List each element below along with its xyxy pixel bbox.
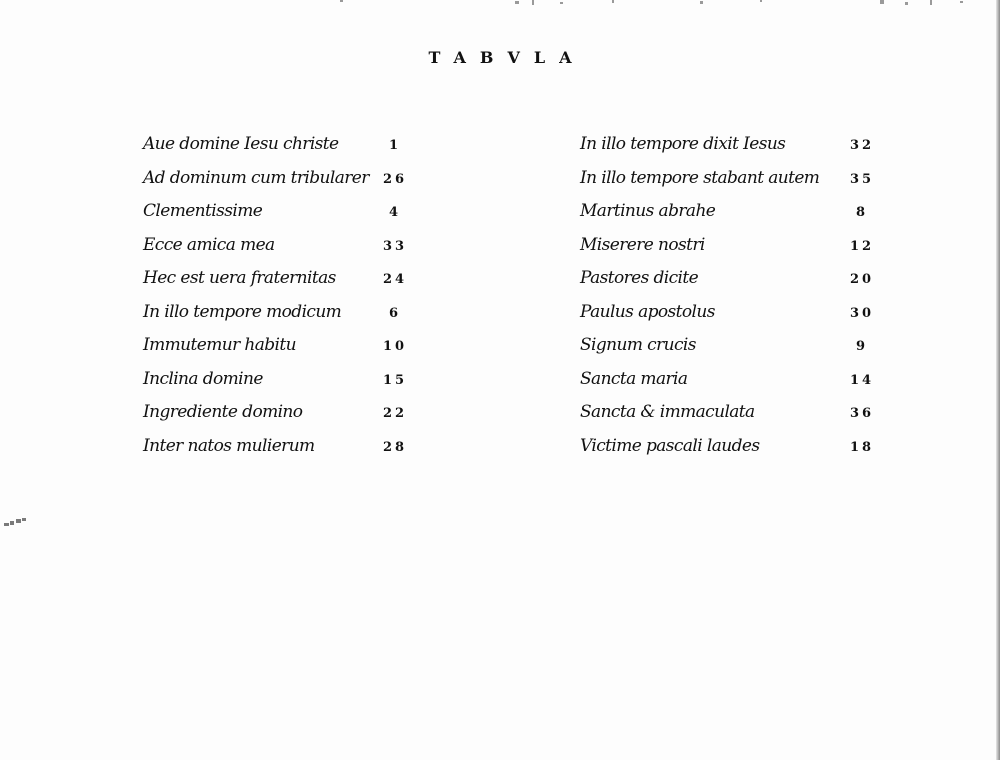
entry-label: Aue domine Iesu christe bbox=[143, 134, 339, 154]
entry-number: 15 bbox=[382, 372, 408, 388]
index-entry bbox=[580, 199, 880, 233]
index-entry bbox=[143, 333, 413, 367]
index-entry bbox=[143, 199, 413, 233]
entry-number: 10 bbox=[382, 339, 408, 354]
index-entry bbox=[143, 367, 413, 401]
entry-number: 20 bbox=[849, 272, 875, 287]
entry-number: 32 bbox=[849, 138, 875, 153]
index-entry bbox=[143, 233, 413, 267]
index-entry bbox=[143, 166, 413, 200]
page-edge bbox=[996, 0, 1000, 760]
index-entry bbox=[580, 132, 880, 166]
entry-number: 12 bbox=[849, 238, 875, 254]
entry-number: 22 bbox=[382, 406, 408, 421]
index-entry bbox=[580, 400, 880, 434]
entry-label: Sancta maria bbox=[580, 368, 688, 389]
entry-label: Ingrediente domino bbox=[143, 402, 303, 422]
entry-label: In illo tempore dixit Iesus bbox=[580, 134, 786, 154]
entry-label: Inclina domine bbox=[143, 368, 263, 389]
entry-label: Inter natos mulierum bbox=[143, 435, 315, 456]
entry-number: 4 bbox=[388, 205, 402, 220]
entry-number: 24 bbox=[382, 272, 408, 287]
entry-number: 26 bbox=[382, 171, 408, 187]
entry-label: Ad dominum cum tribularer bbox=[143, 167, 369, 188]
entry-number: 35 bbox=[849, 171, 875, 187]
index-entry bbox=[143, 434, 413, 468]
index-entry bbox=[580, 233, 880, 267]
entry-label: Ecce amica mea bbox=[143, 234, 275, 255]
entry-number: 8 bbox=[855, 205, 869, 220]
entry-label: In illo tempore stabant autem bbox=[580, 167, 820, 188]
entry-number: 36 bbox=[849, 406, 875, 421]
entry-number: 33 bbox=[382, 238, 408, 254]
index-entry bbox=[580, 333, 880, 367]
index-entry bbox=[143, 132, 413, 166]
entry-number: 9 bbox=[855, 339, 869, 354]
entry-label: Paulus apostolus bbox=[580, 301, 715, 322]
entry-label: Miserere nostri bbox=[580, 234, 705, 255]
entry-label: Clementissime bbox=[143, 201, 263, 221]
index-column-left bbox=[143, 132, 413, 467]
ink-smudge bbox=[4, 516, 34, 530]
index-entry bbox=[580, 367, 880, 401]
entry-number: 1 bbox=[388, 138, 402, 153]
entry-number: 6 bbox=[388, 305, 402, 321]
entry-label: Hec est uera fraternitas bbox=[143, 268, 336, 288]
index-entry bbox=[143, 266, 413, 300]
entry-label: In illo tempore modicum bbox=[143, 301, 342, 322]
scan-noise bbox=[0, 0, 1000, 10]
page-title: TABVLA bbox=[428, 48, 586, 67]
entry-label: Martinus abrahe bbox=[580, 201, 716, 221]
entry-number: 18 bbox=[849, 439, 875, 455]
index-entry bbox=[580, 266, 880, 300]
entry-number: 30 bbox=[849, 305, 875, 321]
index-entry bbox=[143, 300, 413, 334]
index-entry bbox=[580, 166, 880, 200]
entry-number: 14 bbox=[849, 372, 875, 388]
entry-label: Pastores dicite bbox=[580, 268, 699, 288]
index-entry bbox=[143, 400, 413, 434]
index-entry bbox=[580, 434, 880, 468]
entry-number: 28 bbox=[382, 439, 408, 455]
entry-label: Sancta & immaculata bbox=[580, 402, 755, 422]
entry-label: Victime pascali laudes bbox=[580, 435, 760, 456]
index-column-right bbox=[580, 132, 880, 467]
index-entry bbox=[580, 300, 880, 334]
entry-label: Immutemur habitu bbox=[143, 335, 296, 355]
entry-label: Signum crucis bbox=[580, 335, 696, 355]
